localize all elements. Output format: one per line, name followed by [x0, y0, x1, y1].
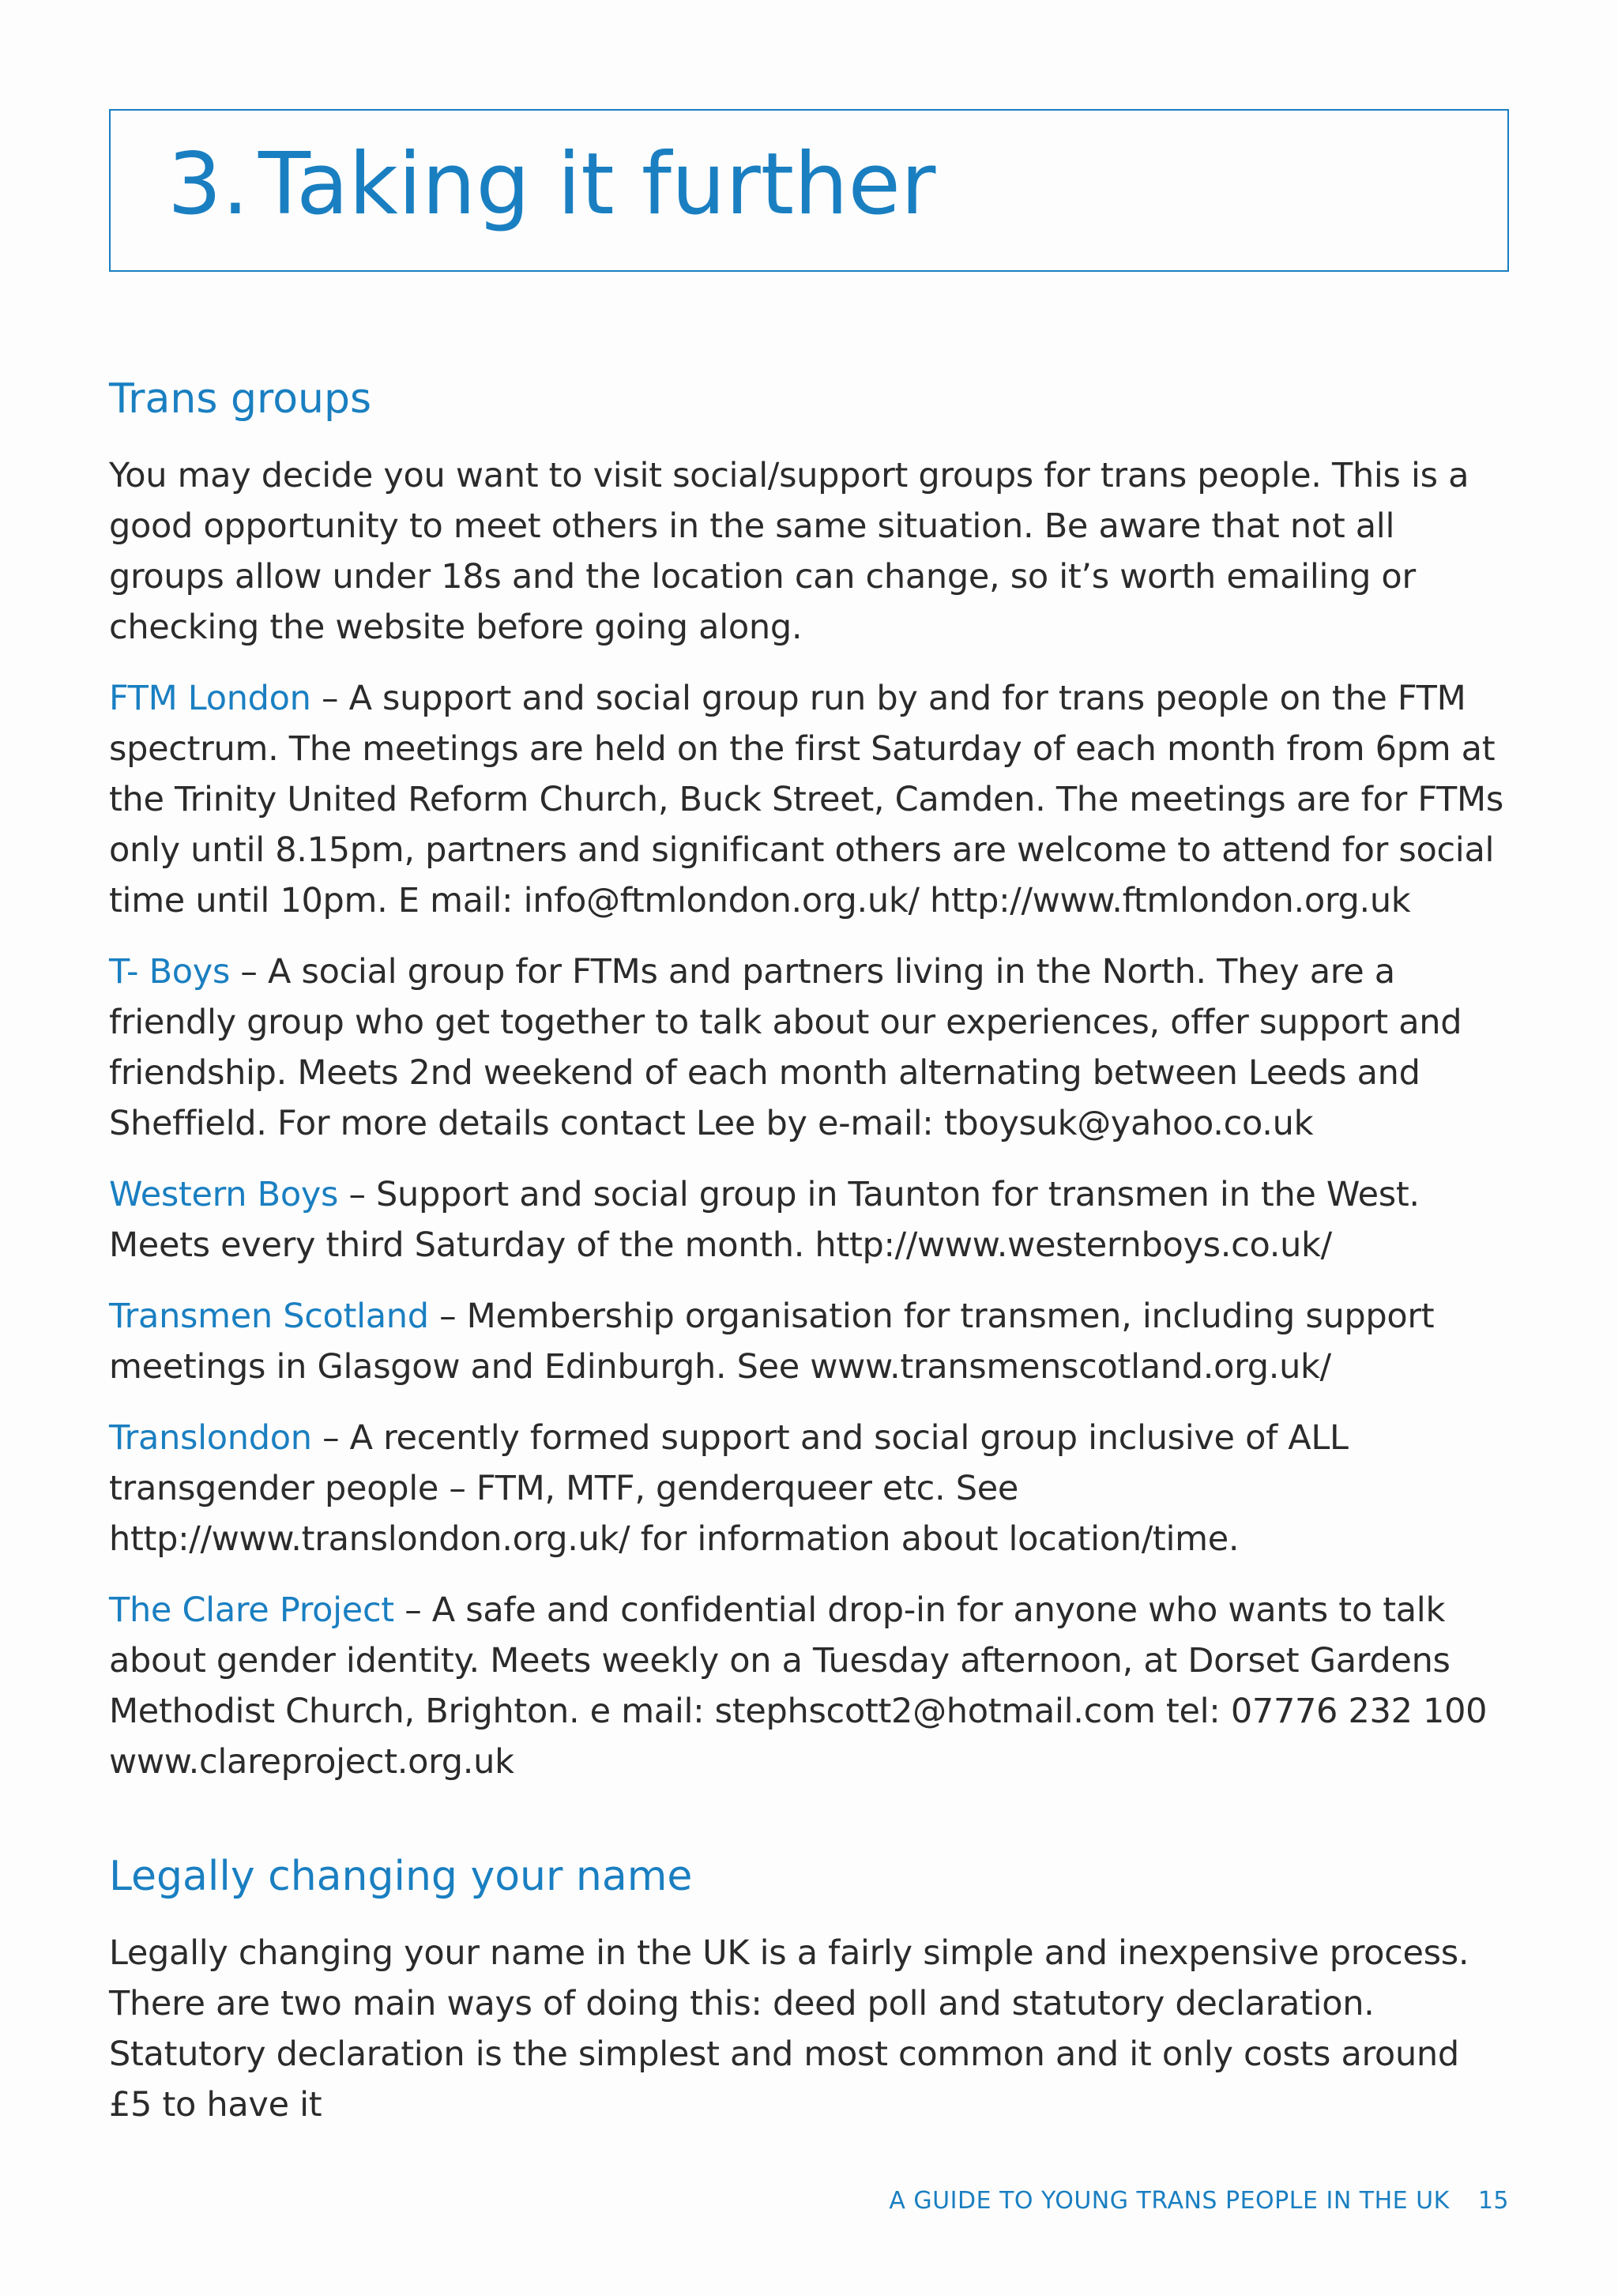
group-description: – A social group for FTMs and partners living in the North. They are a friendly group who get together to talk about our experiences, offer support and friendship. Meets 2nd weekend of each month alternating between Leeds and Sheffield. For more details contact Lee by e-mail: tboysuk@yahoo.co.uk — [109, 952, 1462, 1143]
group-entry-t-boys — [109, 947, 1509, 1149]
section-heading-name-change: Legally changing your name — [109, 1853, 693, 1900]
group-description: – A recently formed support and social group inclusive of ALL transgender people – FTM, MTF, genderqueer etc. See http://www.translondon.org.uk/ for information about location/time. — [109, 1418, 1349, 1559]
page-footer — [889, 2185, 1509, 2217]
chapter-title-text: Taking it further — [258, 135, 936, 234]
group-name: Western Boys — [109, 1175, 339, 1214]
group-entry-ftm-london — [109, 673, 1509, 926]
group-name: Translondon — [109, 1418, 312, 1458]
group-description: – Membership organisation for transmen, including support meetings in Glasgow and Edinburgh. See www.transmenscotland.org.uk/ — [109, 1297, 1435, 1387]
group-entry-translondon — [109, 1413, 1509, 1564]
group-entry-transmen-scotland — [109, 1291, 1509, 1392]
page-number: 15 — [1477, 2187, 1509, 2215]
group-name: FTM London — [109, 679, 311, 718]
group-name: T- Boys — [109, 952, 231, 992]
group-entry-western-boys — [109, 1169, 1509, 1270]
main-content — [109, 371, 1509, 2151]
group-description: – A support and social group run by and for trans people on the FTM spectrum. The meetings are held on the first Saturday of each month from 6pm at the Trinity United Reform Church, Buck Street, Camden. The meetings are for FTMs only until 8.15pm, partners and significant others are welcome to attend for social time until 10pm. E mail: info@ftmlondon.org.uk/ http://www.ftmlondon.org.uk — [109, 679, 1503, 920]
footer-title: A GUIDE TO YOUNG TRANS PEOPLE IN THE UK — [889, 2187, 1450, 2215]
trans-groups-intro: You may decide you want to visit social/support groups for trans people. This is a good opportunity to meet others in the same situation. Be aware that not all groups allow under 18s and the location can change, so it’s worth emailing or checking the website before going along. — [109, 456, 1469, 647]
section-heading-trans-groups: Trans groups — [109, 375, 372, 423]
group-name: The Clare Project — [109, 1590, 394, 1630]
group-description: – A safe and confidential drop-in for anyone who wants to talk about gender identity. Meets weekly on a Tuesday afternoon, at Dorset Gardens Methodist Church, Brighton. e mail: stephscott2@hotmail.com tel: 07776 232 100 www.clareproject.org.uk — [109, 1590, 1488, 1782]
group-description: – Support and social group in Taunton for transmen in the West. Meets every third Saturday of the month. http://www.westernboys.co.uk/ — [109, 1175, 1420, 1265]
chapter-title — [167, 130, 935, 240]
name-change-text: Legally changing your name in the UK is a fairly simple and inexpensive process. There are two main ways of doing this: deed poll and statutory declaration. Statutory declaration is the simplest and most common and it only costs around £5 to have it — [109, 1933, 1469, 2125]
group-name: Transmen Scotland — [109, 1297, 429, 1336]
chapter-number: 3. — [167, 135, 250, 234]
chapter-title-box — [109, 109, 1509, 272]
group-entry-clare-project — [109, 1585, 1509, 1787]
